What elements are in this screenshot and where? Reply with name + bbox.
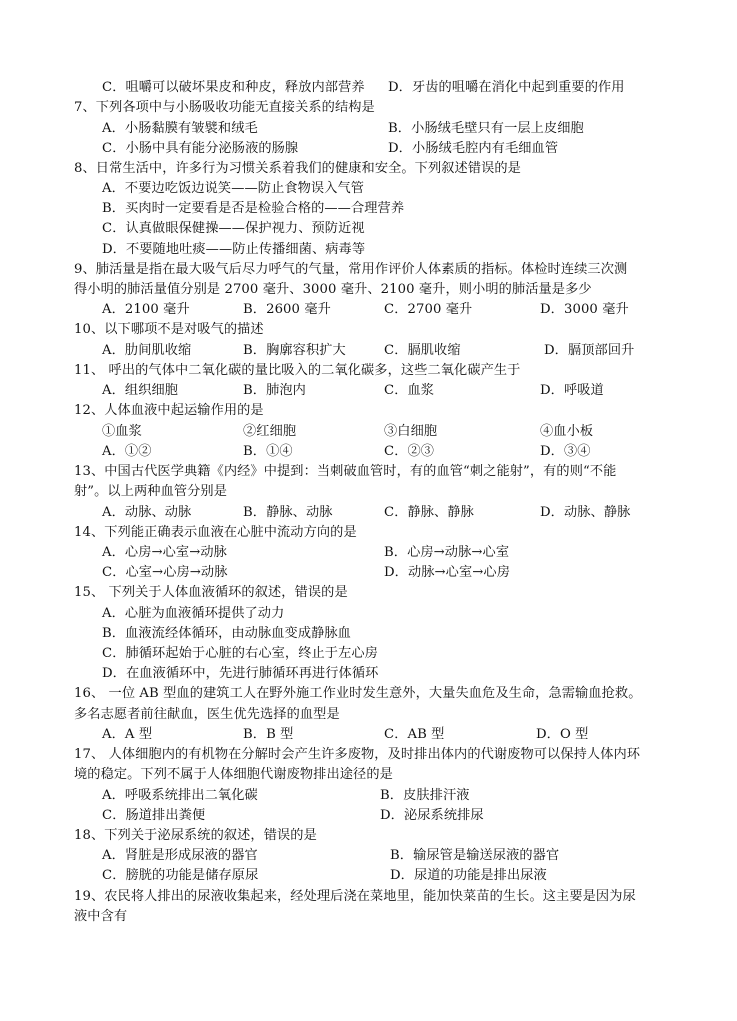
q18-option-a: A．肾脏是形成尿液的器官	[102, 848, 258, 863]
q14-option-b: B．心房→动脉→心室	[384, 545, 510, 560]
q15-option-d: D．在血液循环中，先进行肺循环再进行体循环	[102, 666, 379, 681]
q17-stem-line1: 17、 人体细胞内的有机物在分解时会产生许多废物，及时排出体内的代谢废物可以保持人体内环	[74, 747, 641, 762]
q8-option-a: A．不要边吃饭边说笑——防止食物误入气管	[102, 181, 365, 196]
q17-option-d: D．泌尿系统排尿	[380, 808, 484, 823]
q14-option-d: D．动脉→心室→心房	[384, 565, 510, 580]
q9-option-b: B．2600 毫升	[243, 302, 331, 317]
q17-option-c: C．肠道排出粪便	[102, 808, 206, 823]
q15-option-c: C．肺循环起始于心脏的右心室，终止于左心房	[102, 646, 378, 661]
q11-option-b: B．肺泡内	[243, 383, 306, 398]
q13-option-a: A．动脉、动脉	[102, 505, 192, 520]
q12-item-4: ④血小板	[540, 424, 594, 439]
q17-option-a: A．呼吸系统排出二氧化碳	[102, 788, 258, 803]
q16-option-d: D．O 型	[536, 727, 589, 742]
q18-option-b: B．输尿管是输送尿液的器官	[390, 848, 560, 863]
q8-option-d: D．不要随地吐痰——防止传播细菌、病毒等	[102, 242, 366, 257]
q17-option-b: B．皮肤排汗液	[380, 788, 470, 803]
q17-stem-line2: 境的稳定。下列不属于人体细胞代谢废物排出途径的是	[74, 767, 393, 782]
q13-stem-line2: 射”。以上两种血管分别是	[74, 484, 228, 499]
q12-option-b: B．①④	[243, 444, 293, 459]
q16-stem-line2: 多名志愿者前往献血，医生优先选择的血型是	[74, 707, 340, 722]
q15-option-a: A．心脏为血液循环提供了动力	[102, 606, 285, 621]
q7-option-b: B．小肠绒毛壁只有一层上皮细胞	[388, 121, 584, 136]
q19-stem-line1: 19、农民将人排出的尿液收集起来，经处理后浇在菜地里，能加快菜苗的生长。这主要是因为尿	[74, 889, 636, 904]
q10-option-c: C．膈肌收缩	[384, 343, 461, 358]
q9-option-c: C．2700 毫升	[384, 302, 473, 317]
q13-option-d: D．动脉、静脉	[540, 505, 631, 520]
q13-stem-line1: 13、中国古代医学典籍《内经》中提到：当刺破血管时，有的血管“刺之能射”，有的则“不能	[74, 464, 617, 479]
q7-option-d: D．小肠绒毛腔内有毛细血管	[388, 141, 559, 156]
q9-option-a: A．2100 毫升	[102, 302, 190, 317]
q16-option-a: A．A 型	[102, 727, 153, 742]
q15-stem: 15、 下列关于人体血液循环的叙述，错误的是	[74, 585, 348, 600]
q10-stem: 10、以下哪项不是对吸气的描述	[74, 322, 264, 337]
q11-option-c: C．血浆	[384, 383, 435, 398]
q16-option-c: C．AB 型	[384, 727, 445, 742]
q12-option-a: A．①②	[102, 444, 152, 459]
q10-option-b: B．胸廓容积扩大	[243, 343, 346, 358]
q9-stem-line1: 9、肺活量是指在最大吸气后尽力呼气的气量，常用作评价人体素质的指标。体检时连续三次测	[74, 262, 628, 277]
q12-option-c: C．②③	[384, 444, 435, 459]
q19-stem-line2: 液中含有	[74, 909, 128, 924]
q16-stem-line1: 16、 一位 AB 型血的建筑工人在野外施工作业时发生意外，大量失血危及生命，急需输血抢救。	[74, 686, 642, 701]
q11-stem: 11、 呼出的气体中二氧化碳的量比吸入的二氧化碳多，这些二氧化碳产生于	[74, 363, 521, 378]
q18-option-d: D．尿道的功能是排出尿液	[390, 868, 547, 883]
q8-option-b: B．买肉时一定要看是否是检验合格的——合理营养	[102, 201, 405, 216]
q14-option-c: C．心室→心房→动脉	[102, 565, 228, 580]
q7-option-c: C．小肠中具有能分泌肠液的肠腺	[102, 141, 299, 156]
q12-item-1: ①血浆	[102, 424, 142, 439]
q9-stem-line2: 得小明的肺活量值分别是 2700 毫升、3000 毫升、2100 毫升，则小明的肺活量是多少	[74, 282, 592, 297]
q11-option-a: A．组织细胞	[102, 383, 179, 398]
q12-item-3: ③白细胞	[384, 424, 438, 439]
q14-option-a: A．心房→心室→动脉	[102, 545, 227, 560]
q14-stem: 14、下列能正确表示血液在心脏中流动方向的是	[74, 525, 357, 540]
q18-option-c: C．膀胱的功能是储存原尿	[102, 868, 259, 883]
q12-stem: 12、人体血液中起运输作用的是	[74, 403, 264, 418]
q13-option-c: C．静脉、静脉	[384, 505, 474, 520]
q12-option-d: D．③④	[540, 444, 591, 459]
q6-option-c: C．咀嚼可以破坏果皮和种皮，释放内部营养	[102, 80, 365, 95]
q10-option-d: D．膈顶部回升	[544, 343, 635, 358]
q15-option-b: B．血液流经体循环，由动脉血变成静脉血	[102, 626, 351, 641]
q12-item-2: ②红细胞	[243, 424, 297, 439]
q9-option-d: D．3000 毫升	[540, 302, 629, 317]
q18-stem: 18、下列关于泌尿系统的叙述，错误的是	[74, 828, 317, 843]
q6-option-d: D．牙齿的咀嚼在消化中起到重要的作用	[388, 80, 625, 95]
q8-stem: 8、日常生活中，许多行为习惯关系着我们的健康和安全。下列叙述错误的是	[74, 161, 521, 176]
q7-stem: 7、下列各项中与小肠吸收功能无直接关系的结构是	[74, 100, 375, 115]
q8-option-c: C．认真做眼保健操——保护视力、预防近视	[102, 221, 365, 236]
q11-option-d: D．呼吸道	[540, 383, 604, 398]
q16-option-b: B．B 型	[243, 727, 294, 742]
q7-option-a: A．小肠黏膜有皱襞和绒毛	[102, 121, 258, 136]
q10-option-a: A．肋间肌收缩	[102, 343, 192, 358]
q13-option-b: B．静脉、动脉	[243, 505, 333, 520]
